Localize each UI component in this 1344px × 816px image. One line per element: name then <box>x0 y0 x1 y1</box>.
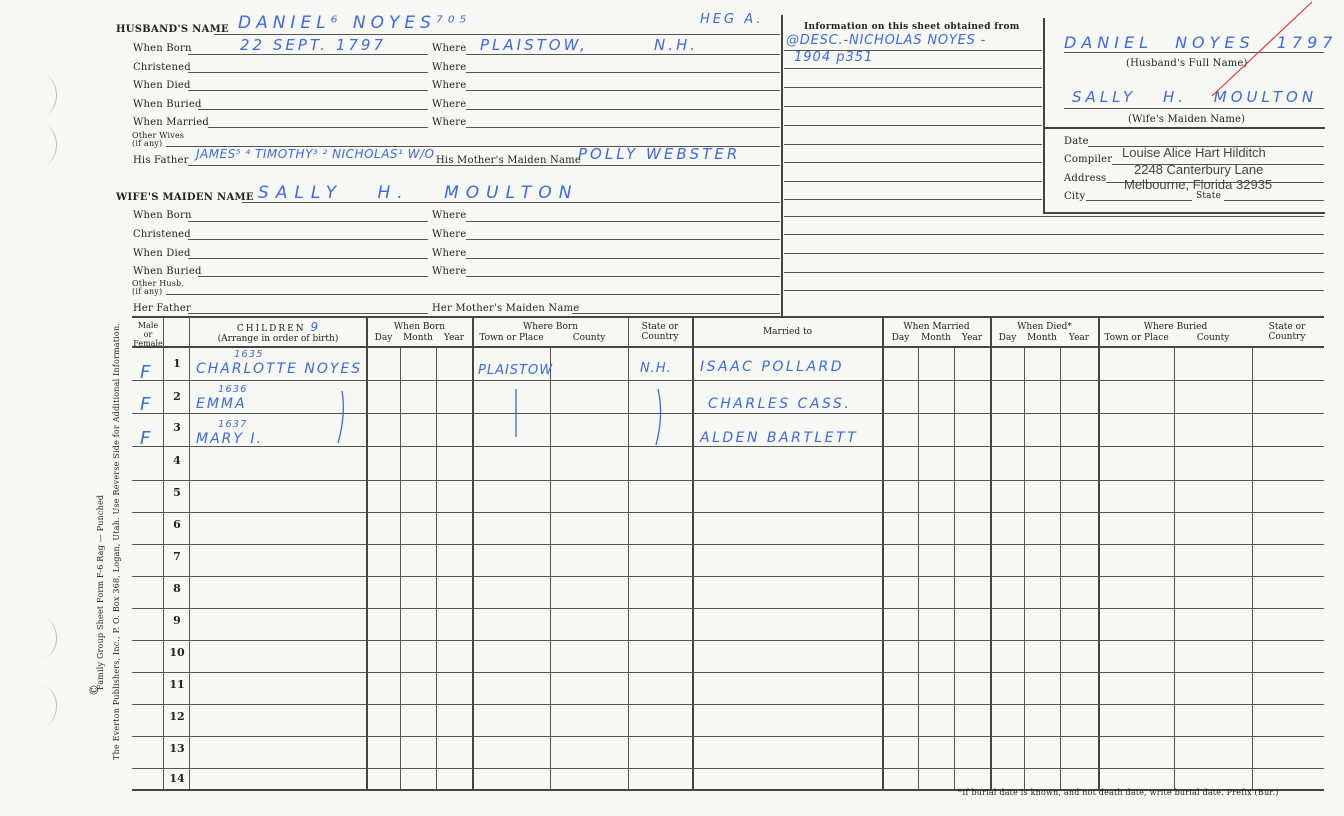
header-children-sub: (Arrange in order of birth) <box>217 334 339 344</box>
row-number: 13 <box>169 742 185 755</box>
wife-died-where-label: Where <box>432 248 467 259</box>
husband-mother-value[interactable]: POLLY WEBSTER <box>578 145 741 163</box>
row-number: 3 <box>173 421 181 434</box>
row-number: 6 <box>173 518 181 531</box>
summary-address-label: Address <box>1064 173 1107 184</box>
summary-state-label: State <box>1196 191 1222 201</box>
info-source-line2[interactable]: 1904 p351 <box>794 50 874 65</box>
header-buried-county: County <box>1196 333 1230 343</box>
husband-father-label: His Father <box>133 155 189 166</box>
row-number: 11 <box>169 678 185 691</box>
husband-buried-label: When Buried <box>133 99 202 110</box>
row-number: 10 <box>169 646 185 659</box>
header-when-born: When Born <box>393 322 446 332</box>
wife-mother-label: Her Mother's Maiden Name <box>432 303 580 314</box>
side-publisher: The Everton Publishers, Inc., P. O. Box 368, Logan, Utah. Use Reverse Side for Additional Information. <box>112 322 121 760</box>
child-spouse[interactable]: CHARLES CASS. <box>708 396 852 412</box>
husband-born-where-label: Where <box>432 43 467 54</box>
child-name[interactable]: MARY I. <box>196 431 263 447</box>
wife-died-label: When Died <box>133 248 191 259</box>
child-birth-town[interactable]: PLAISTOW <box>478 363 554 378</box>
header-children <box>190 322 366 334</box>
header-when-married: When Married <box>903 322 970 332</box>
summary-husband-caption: (Husband's Full Name) <box>1126 58 1248 69</box>
child-name[interactable]: EMMA <box>196 396 247 412</box>
header-born-day: Day <box>374 333 393 343</box>
husband-died-where-label: Where <box>432 80 467 91</box>
header-died-month: Month <box>1027 333 1057 343</box>
husband-born-label: When Born <box>133 43 192 54</box>
compiler-address[interactable]: 2248 Canterbury Lane <box>1134 162 1264 177</box>
husband-married-label: When Married <box>133 117 209 128</box>
red-check-mark <box>1200 0 1320 100</box>
header-married-month: Month <box>921 333 951 343</box>
punch-hole <box>28 125 57 165</box>
wife-father-label: Her Father <box>133 303 191 314</box>
row-number: 1 <box>173 357 181 370</box>
header-town: Town or Place <box>479 333 544 343</box>
other-husb-label: Other Husb. <box>132 279 185 288</box>
header-born-year: Year <box>443 333 465 343</box>
header-died-year: Year <box>1068 333 1090 343</box>
wife-name-label: WIFE'S MAIDEN NAME <box>116 192 254 203</box>
husband-born-where-value[interactable]: PLAISTOW, <box>480 36 588 54</box>
summary-wife-caption: (Wife's Maiden Name) <box>1128 114 1246 125</box>
child-sex[interactable]: F <box>140 394 154 415</box>
header-married-day: Day <box>891 333 910 343</box>
header-sex: Male or Female <box>133 321 163 348</box>
husband-christened-label: Christened <box>133 62 191 73</box>
child-spouse[interactable]: ISAAC POLLARD <box>700 359 845 375</box>
row-number: 5 <box>173 486 181 499</box>
husband-buried-where-label: Where <box>432 99 467 110</box>
child-ref[interactable]: 1635 <box>234 349 264 360</box>
other-wives-label: Other Wives <box>132 131 185 140</box>
row-number: 14 <box>169 772 185 785</box>
header-married-to: Married to <box>762 327 813 337</box>
footnote: *If burial date is known, and not death date, write burial date. Prefix (Bur.) <box>958 788 1279 797</box>
husband-christened-where-label: Where <box>432 62 467 73</box>
other-wives-sub: (if any) <box>132 139 163 148</box>
row-number: 12 <box>169 710 185 723</box>
summary-date-label: Date <box>1064 136 1089 147</box>
summary-wife-maiden[interactable]: SALLY H. MOULTON <box>1072 88 1318 106</box>
ditto-marks <box>330 385 690 455</box>
child-ref[interactable]: 1637 <box>218 419 248 430</box>
husband-name-value[interactable]: DANIEL⁶ NOYES⁷⁰⁵ <box>238 13 472 33</box>
child-ref[interactable]: 1636 <box>218 384 248 395</box>
header-where-buried: Where Buried <box>1143 322 1208 332</box>
husband-name-note[interactable]: HEG A. <box>700 12 764 27</box>
husband-married-where-label: Where <box>432 117 467 128</box>
row-number: 2 <box>173 390 181 403</box>
header-died-day: Day <box>998 333 1017 343</box>
info-source-line1[interactable]: @DESC.-NICHOLAS NOYES - <box>786 33 987 48</box>
header-when-died: When Died* <box>1017 322 1072 332</box>
husband-died-label: When Died <box>133 80 191 91</box>
side-form-title: Family Group Sheet Form F-6 Rag — Punched <box>96 494 105 690</box>
other-husb-sub: (if any) <box>132 287 163 296</box>
wife-christened-label: Christened <box>133 229 191 240</box>
row-number: 4 <box>173 454 181 467</box>
husband-father-value[interactable]: JAMES⁵ ⁴ TIMOTHY³ ² NICHOLAS¹ W/O <box>196 147 435 161</box>
row-number: 9 <box>173 614 181 627</box>
punch-hole <box>28 75 57 115</box>
summary-husband-full[interactable]: DANIEL NOYES 1797 <box>1064 33 1338 52</box>
husband-born-value[interactable]: 22 SEPT. 1797 <box>240 36 386 54</box>
wife-born-where-label: Where <box>432 210 467 221</box>
header-county: County <box>572 333 606 343</box>
row-number: 8 <box>173 582 181 595</box>
wife-buried-label: When Buried <box>133 266 202 277</box>
child-sex[interactable]: F <box>140 428 154 449</box>
header-buried-state: State or Country <box>1268 322 1306 342</box>
husband-mother-label: His Mother's Maiden Name <box>436 155 581 166</box>
wife-born-label: When Born <box>133 210 192 221</box>
husband-born-state[interactable]: N.H. <box>654 36 699 54</box>
header-where-born: Where Born <box>523 322 578 332</box>
child-sex[interactable]: F <box>140 362 154 383</box>
header-born-month: Month <box>403 333 433 343</box>
husband-name-label: HUSBAND'S NAME <box>116 24 229 35</box>
header-buried-town: Town or Place <box>1104 333 1169 343</box>
compiler-city[interactable]: Melbourne, Florida 32935 <box>1124 177 1273 192</box>
header-state-country: State or Country <box>641 322 679 342</box>
row-number: 7 <box>173 550 181 563</box>
child-spouse[interactable]: ALDEN BARTLETT <box>700 430 859 446</box>
child-birth-state[interactable]: N.H. <box>640 361 672 376</box>
info-source-title: Information on this sheet obtained from <box>804 22 1020 32</box>
wife-christened-where-label: Where <box>432 229 467 240</box>
summary-city-label: City <box>1064 191 1086 202</box>
copyright-symbol: © <box>87 684 101 696</box>
summary-compiler-label: Compiler <box>1064 154 1113 165</box>
children-count[interactable]: 9 <box>310 320 320 334</box>
header-married-year: Year <box>961 333 983 343</box>
punch-hole <box>28 686 57 726</box>
child-name[interactable]: CHARLOTTE NOYES <box>196 361 363 377</box>
punch-hole <box>28 618 57 658</box>
header-children-label: CHILDREN <box>236 324 306 334</box>
compiler-name[interactable]: Louise Alice Hart Hilditch <box>1122 145 1266 160</box>
wife-name-value[interactable]: SALLY H. MOULTON <box>258 183 579 203</box>
wife-buried-where-label: Where <box>432 266 467 277</box>
